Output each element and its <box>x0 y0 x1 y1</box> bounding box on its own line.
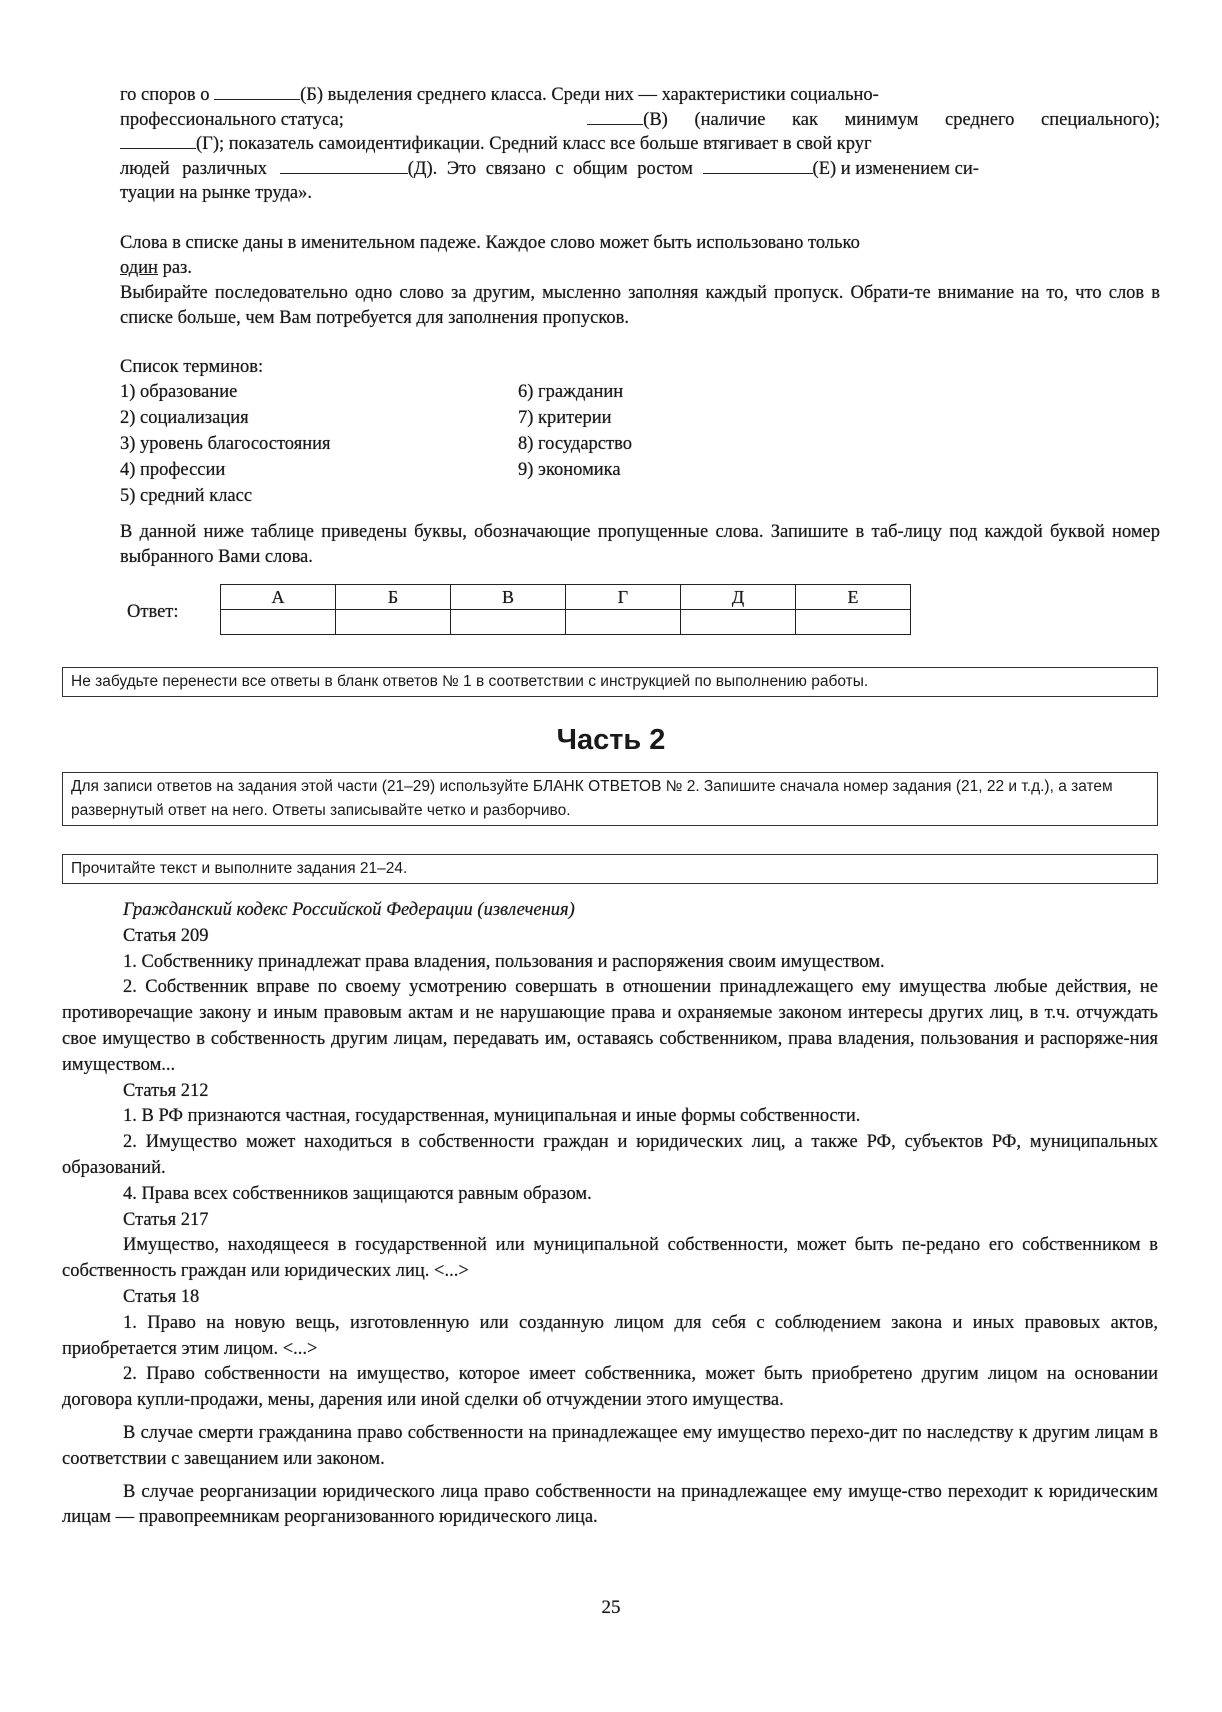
answer-cell[interactable] <box>566 610 681 635</box>
answer-letter: А <box>221 585 336 610</box>
article-paragraph: 2. Собственник вправе по своему усмотрению совершать в отношении принадлежащего ему имущества любые действия, не противоречащие закону и иным правовым актам и не нарушающие права и охраняемые законом интересы других лиц, в т.ч. отчуждать свое имущество в собственность другим лицам, передавать им, оставаясь собственником, права владения, пользования и распоряже-ния имуществом... <box>62 977 1158 1075</box>
source-text <box>62 898 1158 1531</box>
text: раз. <box>157 257 192 278</box>
text: людей различных <box>120 158 280 179</box>
answer-letter: Б <box>336 585 451 610</box>
article-heading: Статья 209 <box>123 925 209 946</box>
blank-g <box>120 134 196 149</box>
term-item: 1) образование <box>120 382 238 402</box>
text: туации на рынке труда». <box>120 183 312 203</box>
blank-b <box>214 85 300 100</box>
article-paragraph: 1. Право на новую вещь, изготовленную или созданную лицом для себя с соблюдением закона и иных правовых актов, приобретается этим лицом. <...> <box>62 1312 1158 1359</box>
article-paragraph: В случае смерти гражданина право собственности на принадлежащее ему имущество перехо-дит по наследству к другим лицам в соответствии с завещанием или законом. <box>62 1422 1158 1469</box>
answer-label: Ответ: <box>127 602 179 622</box>
instruction-words <box>120 231 1160 280</box>
text: го споров о <box>120 85 215 105</box>
blank-e <box>703 159 813 174</box>
answer-letter: В <box>451 585 566 610</box>
terms-list-title: Список терминов: <box>120 357 264 377</box>
term-item: 4) профессии <box>120 460 226 480</box>
article-paragraph: В случае реорганизации юридического лица право собственности на принадлежащее ему имуще-ство переходит к юридическим лицам — правопреемникам реорганизованного юридического лица. <box>62 1481 1158 1528</box>
text: (Е) и изменением си- <box>812 158 979 179</box>
blank-v <box>587 110 643 125</box>
answer-cell[interactable] <box>681 610 796 635</box>
term-item: 3) уровень благосостояния <box>120 434 331 454</box>
answer-letter: Д <box>681 585 796 610</box>
answer-cell[interactable] <box>336 610 451 635</box>
article-paragraph: 2. Право собственности на имущество, которое имеет собственника, может быть приобретено другим лицом на основании договора купли-продажи, мены, дарения или иной сделки об отчуждении этого имущества. <box>62 1364 1158 1411</box>
term-item: 7) критерии <box>518 408 612 428</box>
text: (Г); показатель самоидентификации. Средний класс все больше втягивает в свой круг <box>196 134 872 154</box>
article-paragraph: 4. Права всех собственников защищаются равным образом. <box>123 1183 592 1204</box>
source-title: Гражданский кодекс Российской Федерации (извлечения) <box>123 900 575 920</box>
article-paragraph: 1. Собственнику принадлежат права владения, пользования и распоряжения своим имуществом. <box>123 951 885 972</box>
notice-read-text: Прочитайте текст и выполните задания 21–24. <box>62 854 1158 884</box>
answer-letter: Г <box>566 585 681 610</box>
text: (В) (наличие как минимум среднего специального); <box>643 109 1160 130</box>
notice-part2: Для записи ответов на задания этой части (21–29) используйте БЛАНК ОТВЕТОВ № 2. Запишите сначала номер задания (21, 22 и т.д.), а затем развернутый ответ на него. Ответы записывайте четко и разборчиво. <box>62 772 1158 826</box>
article-heading: Статья 18 <box>123 1286 200 1307</box>
underlined-word: один <box>120 257 158 278</box>
answer-cell[interactable] <box>796 610 911 635</box>
instruction-choose: Выбирайте последовательно одно слово за другим, мысленно заполняя каждый пропуск. Обрати-те внимание на то, что слов в списке больше, чем Вам потребуется для заполнения пропусков. <box>120 283 1160 328</box>
blank-d <box>280 159 408 174</box>
answer-cell[interactable] <box>451 610 566 635</box>
text: (Б) выделения среднего класса. Среди них — характеристики социально- <box>300 85 879 105</box>
article-paragraph: 1. В РФ признаются частная, государственная, муниципальная и иные формы собственности. <box>123 1106 861 1127</box>
term-item: 8) государство <box>518 434 632 454</box>
text: (Д). Это связано с общим ростом <box>407 158 703 179</box>
notice-transfer-answers: Не забудьте перенести все ответы в бланк ответов № 1 в соответствии с инструкцией по выполнению работы. <box>62 667 1158 697</box>
text: Слова в списке даны в именительном падеже. Каждое слово может быть использовано только <box>120 233 860 253</box>
article-paragraph: Имущество, находящееся в государственной или муниципальной собственности, может быть пе-редано его собственником в собственность граждан или юридических лиц. <...> <box>62 1235 1158 1282</box>
answer-letter: Е <box>796 585 911 610</box>
table-instruction: В данной ниже таблице приведены буквы, обозначающие пропущенные слова. Запишите в таб-лицу под каждой буквой номер выбранного Вами слова. <box>120 522 1160 567</box>
term-item: 6) гражданин <box>518 382 624 402</box>
answer-cell[interactable] <box>221 610 336 635</box>
article-paragraph: 2. Имущество может находиться в собственности граждан и юридических лиц, а также РФ, субъектов РФ, муниципальных образований. <box>62 1132 1158 1178</box>
task-fill-text <box>120 83 1160 206</box>
article-heading: Статья 217 <box>123 1209 209 1230</box>
answer-table <box>220 584 911 635</box>
term-item: 9) экономика <box>518 460 621 480</box>
term-item: 5) средний класс <box>120 486 253 506</box>
page-number: 25 <box>601 1597 621 1618</box>
term-item: 2) социализация <box>120 408 249 428</box>
part-title: Часть 2 <box>556 724 666 756</box>
article-heading: Статья 212 <box>123 1080 209 1101</box>
text: профессионального статуса; <box>120 109 344 130</box>
